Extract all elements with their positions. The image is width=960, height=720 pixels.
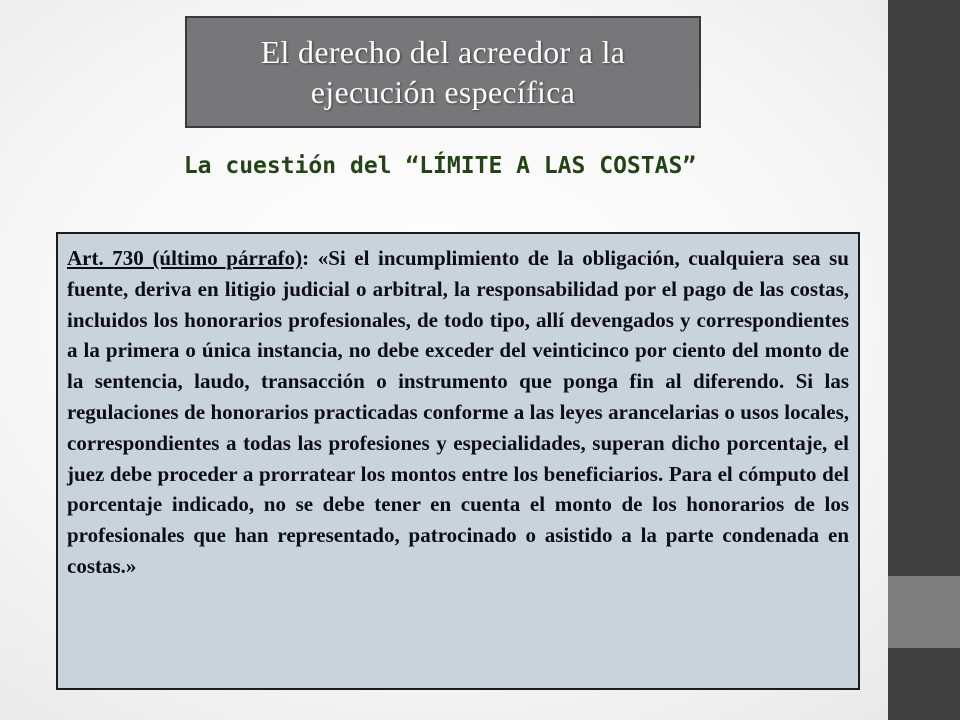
article-separator: : [302, 246, 318, 270]
slide-subtitle: La cuestión del “LÍMITE A LAS COSTAS” [183, 153, 697, 179]
slide-title-box [185, 16, 701, 128]
article-reference: Art. 730 (último párrafo) [67, 246, 303, 270]
slide-title: El derecho del acreedor a la ejecución específica [260, 34, 626, 110]
article-body: «Si el incumplimiento de la obligación, cualquiera sea su fuente, deriva en litigio judicial o arbitral, la responsabilidad por el pago de las costas, incluidos los honorarios profesionales, de todo tipo, allí devengados y correspondientes a la primera o única instancia, no debe exceder del veinticinco por ciento del monto de la sentencia, laudo, transacción o instrumento que ponga fin al diferendo. Si las regulaciones de honorarios practicadas conforme a las leyes arancelarias o usos locales, correspondientes a todas las profesiones y especialidades, superan dicho porcentaje, el juez debe proceder a prorratear los montos entre los beneficiarios. Para el cómputo del porcentaje indicado, no se debe tener en cuenta el monto de los honorarios de los profesionales que han representado, patrocinado o asistido a la parte condenada en costas.» [67, 246, 849, 578]
side-bar-accent [888, 576, 960, 648]
article-text-box [56, 232, 860, 690]
